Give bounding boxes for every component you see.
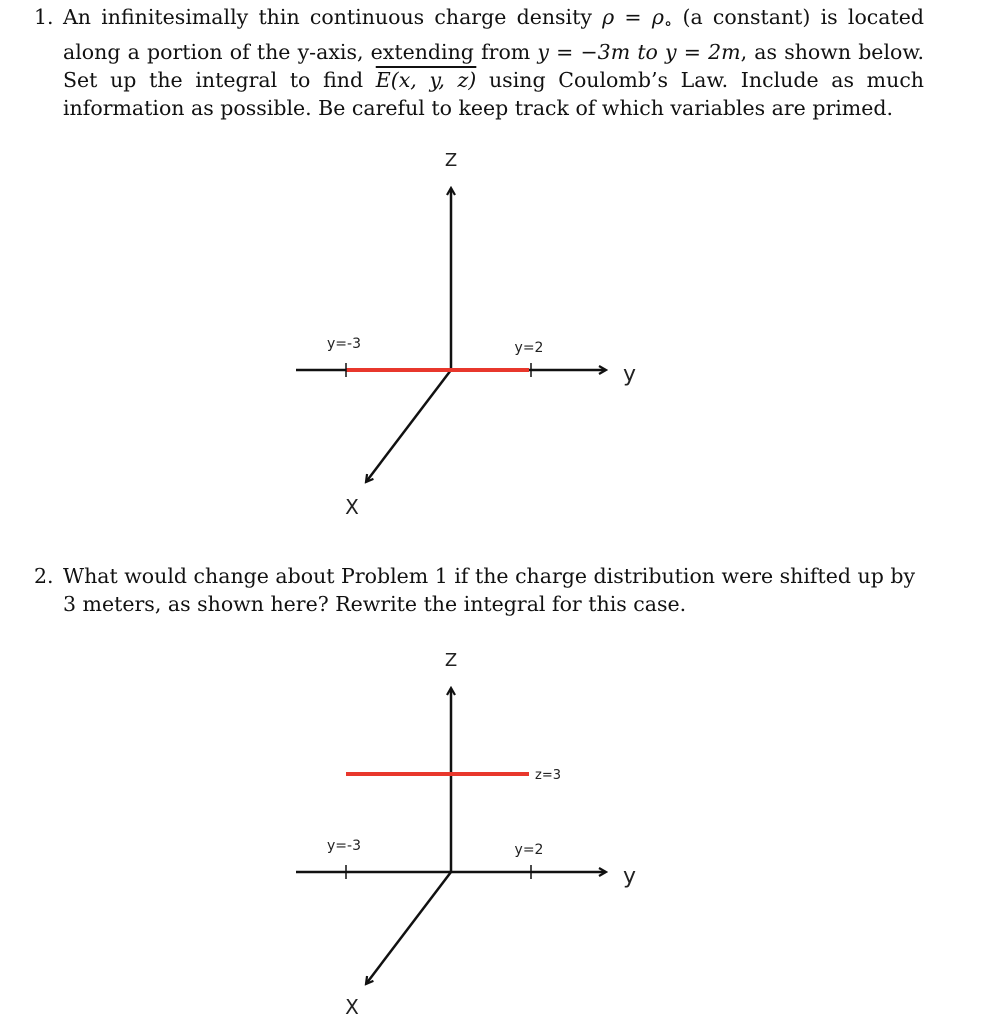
problem-1-text-d: using Coulomb’s Law. Include as much information as possible. Be careful to keep track of which variables are primed. [63,68,924,121]
charge-range: y = −3m to y = 2m [537,40,741,65]
problem-1-text-b: (a constant) is located along a portion of the y-axis, extending from [63,5,924,65]
problem-1-text-c: , as shown below. Set up the integral to find [63,40,924,93]
problem-1-text-a: An infinitesimally thin continuous charge density [63,5,603,29]
z-axis-label: Z [444,650,458,671]
problem-1-text [63,3,924,122]
problem-1-number: 1. [34,5,54,29]
x-axis-label: X [345,995,359,1019]
problem-2 [34,562,924,618]
tick-label-y-2: y=2 [514,842,544,858]
figure-2 [0,630,1008,1024]
problem-2-text: What would change about Problem 1 if the charge distribution were shifted up by 3 meters, as shown here? Rewrite the integral for this case. [63,564,916,616]
tick-label-y-2: y=2 [514,340,544,356]
x-axis [366,370,451,482]
y-axis-label: y [623,864,637,889]
problem-2-number: 2. [34,564,54,588]
electric-field-symbol: E(x, y, z) [375,68,477,93]
x-axis [366,872,451,984]
z-3-label: z=3 [535,768,561,783]
tick-label-y-minus-3: y=-3 [327,838,361,854]
tick-label-y-minus-3: y=-3 [327,336,361,352]
figure-1 [0,130,1008,530]
z-axis-label: Z [444,150,458,171]
problem-1 [34,3,924,122]
y-axis-label: y [623,362,637,387]
rho-subscript: ∘ [663,14,673,35]
x-axis-label: X [345,495,359,519]
rho-equation: ρ = ρ [602,5,664,29]
